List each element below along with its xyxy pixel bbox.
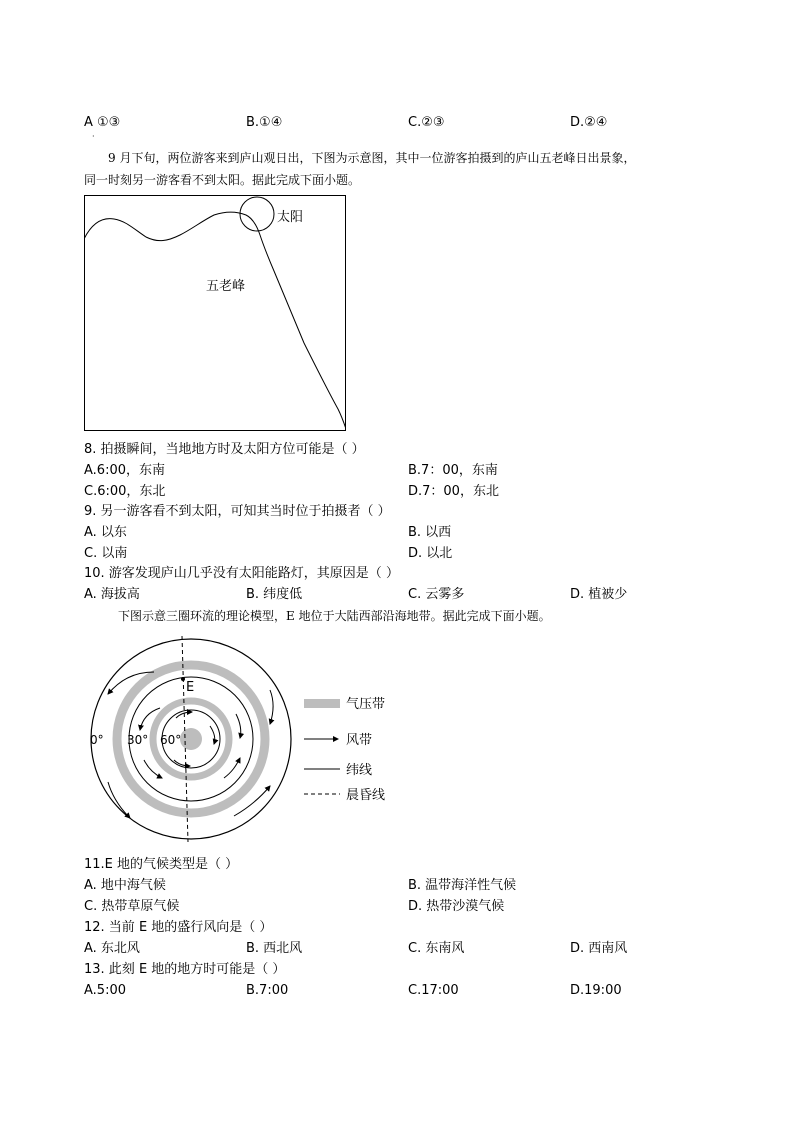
passage1-line2: 同一时刻另一游客看不到太阳。据此完成下面小题。 bbox=[84, 173, 361, 187]
q10-option-b: B. 纬度低 bbox=[246, 587, 303, 602]
q11-stem: 11.E 地的气候类型是（ ） bbox=[84, 857, 239, 872]
q13-option-c: C.17:00 bbox=[408, 983, 459, 998]
legend-pressure-label: 气压带 bbox=[346, 697, 386, 712]
q8-stem: 8. 拍摄瞬间，当地地方时及太阳方位可能是（ ） bbox=[84, 442, 365, 457]
q9-option-a: A. 以东 bbox=[84, 525, 127, 540]
wind-arrow-2 bbox=[270, 690, 273, 724]
point-e-marker bbox=[181, 677, 185, 681]
q13-option-b: B.7:00 bbox=[246, 983, 289, 998]
q12-option-d: D. 西南风 bbox=[570, 941, 628, 956]
wind-arrow-6 bbox=[236, 714, 241, 738]
q9-stem: 9. 另一游客看不到太阳，可知其当时位于拍摄者（ ） bbox=[84, 504, 391, 519]
prev-option-c: C.②③ bbox=[408, 115, 445, 130]
polar-high bbox=[180, 728, 202, 750]
q8-option-a: A.6:00，东南 bbox=[84, 463, 165, 478]
q9-option-d: D. 以北 bbox=[408, 546, 453, 561]
q11-option-c: C. 热带草原气候 bbox=[84, 899, 180, 914]
wind-arrow-11 bbox=[174, 760, 190, 766]
q13-option-a: A.5:00 bbox=[84, 983, 126, 998]
legend-latitude-label: 纬线 bbox=[346, 763, 373, 778]
q8-option-d: D.7：00，东北 bbox=[408, 484, 499, 499]
peak-label: 五老峰 bbox=[206, 279, 246, 294]
q12-option-c: C. 东南风 bbox=[408, 941, 465, 956]
figure-frame bbox=[85, 196, 346, 431]
q9-option-c: C. 以南 bbox=[84, 546, 128, 561]
sunrise-figure bbox=[84, 195, 346, 431]
q13-option-d: D.19:00 bbox=[570, 983, 622, 998]
dot-mark: · bbox=[92, 132, 95, 141]
q10-option-d: D. 植被少 bbox=[570, 587, 628, 602]
wind-arrow-10 bbox=[210, 726, 215, 744]
prev-option-d: D.②④ bbox=[570, 115, 608, 130]
q10-stem: 10. 游客发现庐山几乎没有太阳能路灯，其原因是（ ） bbox=[84, 566, 399, 581]
q12-option-b: B. 西北风 bbox=[246, 941, 303, 956]
q12-option-a: A. 东北风 bbox=[84, 941, 140, 956]
point-e-label: E bbox=[186, 680, 195, 695]
circulation-figure bbox=[84, 632, 404, 852]
q8-option-c: C.6:00，东北 bbox=[84, 484, 166, 499]
sun-label: 太阳 bbox=[277, 210, 304, 225]
lat-30-label: 30° bbox=[127, 733, 149, 747]
q8-option-b: B.7：00，东南 bbox=[408, 463, 498, 478]
legend-pressure-swatch bbox=[304, 699, 340, 708]
prev-option-a: A ①③ bbox=[84, 115, 121, 130]
q13-stem: 13. 此刻 E 地的地方时可能是（ ） bbox=[84, 962, 286, 977]
legend-terminator-label: 晨昏线 bbox=[346, 788, 386, 803]
q12-stem: 12. 当前 E 地的盛行风向是（ ） bbox=[84, 920, 273, 935]
q10-option-a: A. 海拔高 bbox=[84, 587, 140, 602]
q11-option-b: B. 温带海洋性气候 bbox=[408, 878, 517, 893]
q11-option-a: A. 地中海气候 bbox=[84, 878, 166, 893]
q11-option-d: D. 热带沙漠气候 bbox=[408, 899, 505, 914]
q9-option-b: B. 以西 bbox=[408, 525, 452, 540]
wind-arrow-8 bbox=[224, 758, 240, 778]
passage1-line1: 9 月下旬，两位游客来到庐山观日出，下图为示意图，其中一位游客拍摄到的庐山五老峰日出景象， bbox=[108, 151, 636, 165]
prev-option-b: B.①④ bbox=[246, 115, 283, 130]
lat-60-label: 60° bbox=[160, 733, 182, 747]
lat-0-label: 0° bbox=[90, 733, 104, 747]
q10-option-c: C. 云雾多 bbox=[408, 587, 465, 602]
legend-wind-label: 风带 bbox=[346, 733, 373, 748]
passage2-line1: 下图示意三圈环流的理论模型，E 地位于大陆西部沿海地带。据此完成下面小题。 bbox=[118, 609, 551, 623]
